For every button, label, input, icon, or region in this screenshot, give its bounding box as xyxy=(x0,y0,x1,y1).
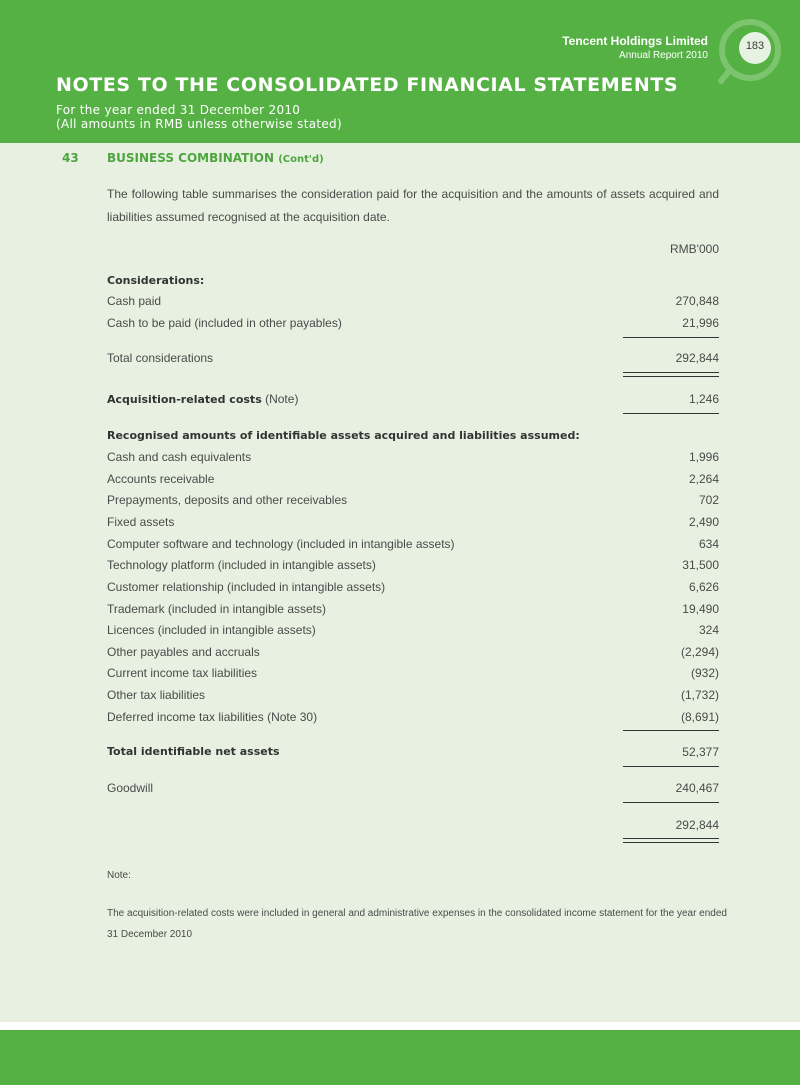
subtotal-rule xyxy=(623,730,719,731)
row-label: Other tax liabilities xyxy=(107,688,206,702)
page-title: NOTES TO THE CONSOLIDATED FINANCIAL STATEMENTS xyxy=(56,74,679,96)
page-number: 183 xyxy=(745,40,765,52)
subtotal-rule xyxy=(623,413,719,414)
considerations-heading-row xyxy=(107,274,719,292)
table-row xyxy=(107,688,719,706)
double-rule-top xyxy=(623,838,719,839)
row-value: (2,294) xyxy=(680,645,719,659)
note-reference: (Note) xyxy=(265,392,299,406)
double-rule-bottom xyxy=(623,842,719,843)
double-rule-bottom xyxy=(623,376,719,377)
table-row xyxy=(107,666,719,684)
table-row xyxy=(107,294,719,312)
row-value: 2,490 xyxy=(688,515,719,529)
acquisition-costs-label: Acquisition-related costs xyxy=(107,393,262,406)
subtotal-rule xyxy=(623,802,719,803)
table-row xyxy=(107,515,719,533)
subtotal-rule xyxy=(623,766,719,767)
row-value: 240,467 xyxy=(675,781,719,795)
subtotal-rule xyxy=(623,337,719,338)
row-value: 6,626 xyxy=(688,580,719,594)
table-row xyxy=(107,623,719,641)
row-label: Accounts receivable xyxy=(107,472,215,486)
section-title: BUSINESS COMBINATION xyxy=(107,151,275,165)
section-heading xyxy=(62,151,324,165)
row-value: (1,732) xyxy=(680,688,719,702)
row-label: Cash paid xyxy=(107,294,162,308)
report-name: Annual Report 2010 xyxy=(619,50,708,61)
row-label: Computer software and technology (included in intangible assets) xyxy=(107,537,455,551)
table-row xyxy=(107,645,719,663)
row-value: 292,844 xyxy=(675,818,719,832)
row-label: Prepayments, deposits and other receivables xyxy=(107,493,348,507)
row-value: 634 xyxy=(698,537,719,551)
footer-divider xyxy=(0,1022,800,1030)
table-row xyxy=(107,580,719,598)
page-footer xyxy=(0,1030,800,1085)
acquisition-costs-row xyxy=(107,392,719,410)
row-value: 292,844 xyxy=(675,351,719,365)
page-badge-logo xyxy=(715,17,785,87)
double-rule-top xyxy=(623,372,719,373)
goodwill-row xyxy=(107,781,719,799)
row-value: 1,246 xyxy=(688,392,719,406)
page-subtitle-currency: (All amounts in RMB unless otherwise stated) xyxy=(56,117,342,131)
row-value: 19,490 xyxy=(682,602,719,616)
row-label: Licences (included in intangible assets) xyxy=(107,623,316,637)
unit-label: RMB'000 xyxy=(670,242,719,256)
table-row xyxy=(107,351,719,369)
table-row xyxy=(107,710,719,728)
company-name: Tencent Holdings Limited xyxy=(562,34,708,48)
note-label: Note: xyxy=(107,870,131,881)
table-row xyxy=(107,472,719,490)
row-label: Total identifiable net assets xyxy=(107,745,280,758)
row-label: Other payables and accruals xyxy=(107,645,260,659)
row-value: (932) xyxy=(690,666,719,680)
grand-total-row xyxy=(107,818,719,836)
row-label: Deferred income tax liabilities (Note 30) xyxy=(107,710,318,724)
row-value: 52,377 xyxy=(682,745,719,759)
row-label: Current income tax liabilities xyxy=(107,666,258,680)
row-label: Technology platform (included in intangible assets) xyxy=(107,558,376,572)
row-label: Cash and cash equivalents xyxy=(107,450,252,464)
table-row xyxy=(107,493,719,511)
row-value: 21,996 xyxy=(682,316,719,330)
row-value: 270,848 xyxy=(675,294,719,308)
page-header xyxy=(0,0,800,143)
row-label: Goodwill xyxy=(107,781,154,795)
total-net-assets-row xyxy=(107,745,719,763)
row-label: Trademark (included in intangible assets) xyxy=(107,602,326,616)
page-subtitle-period: For the year ended 31 December 2010 xyxy=(56,103,301,117)
considerations-heading: Considerations: xyxy=(107,274,205,287)
intro-paragraph: The following table summarises the consideration paid for the acquisition and the amounts of assets acquired and liabilities assumed recognised at the acquisition date. xyxy=(107,187,719,224)
note-text: The acquisition-related costs were included in general and administrative expenses in the consolidated income statement for the year ended 31 December 2010 xyxy=(107,908,727,940)
row-value: 702 xyxy=(698,493,719,507)
table-row xyxy=(107,602,719,620)
row-value: 324 xyxy=(698,623,719,637)
section-number: 43 xyxy=(62,151,79,165)
row-label xyxy=(107,392,298,406)
row-label: Customer relationship (included in intangible assets) xyxy=(107,580,386,594)
row-value: 1,996 xyxy=(688,450,719,464)
row-label: Fixed assets xyxy=(107,515,175,529)
section-suffix: (Cont'd) xyxy=(278,154,324,165)
row-value: 31,500 xyxy=(682,558,719,572)
table-row xyxy=(107,450,719,468)
row-value: (8,691) xyxy=(680,710,719,724)
row-label: Total considerations xyxy=(107,351,214,365)
table-row xyxy=(107,316,719,334)
recognised-heading: Recognised amounts of identifiable assets acquired and liabilities assumed: xyxy=(107,429,580,442)
table-row xyxy=(107,537,719,555)
row-value: 2,264 xyxy=(688,472,719,486)
row-label: Cash to be paid (included in other payables) xyxy=(107,316,342,330)
recognised-heading-row xyxy=(107,429,719,447)
table-row xyxy=(107,558,719,576)
